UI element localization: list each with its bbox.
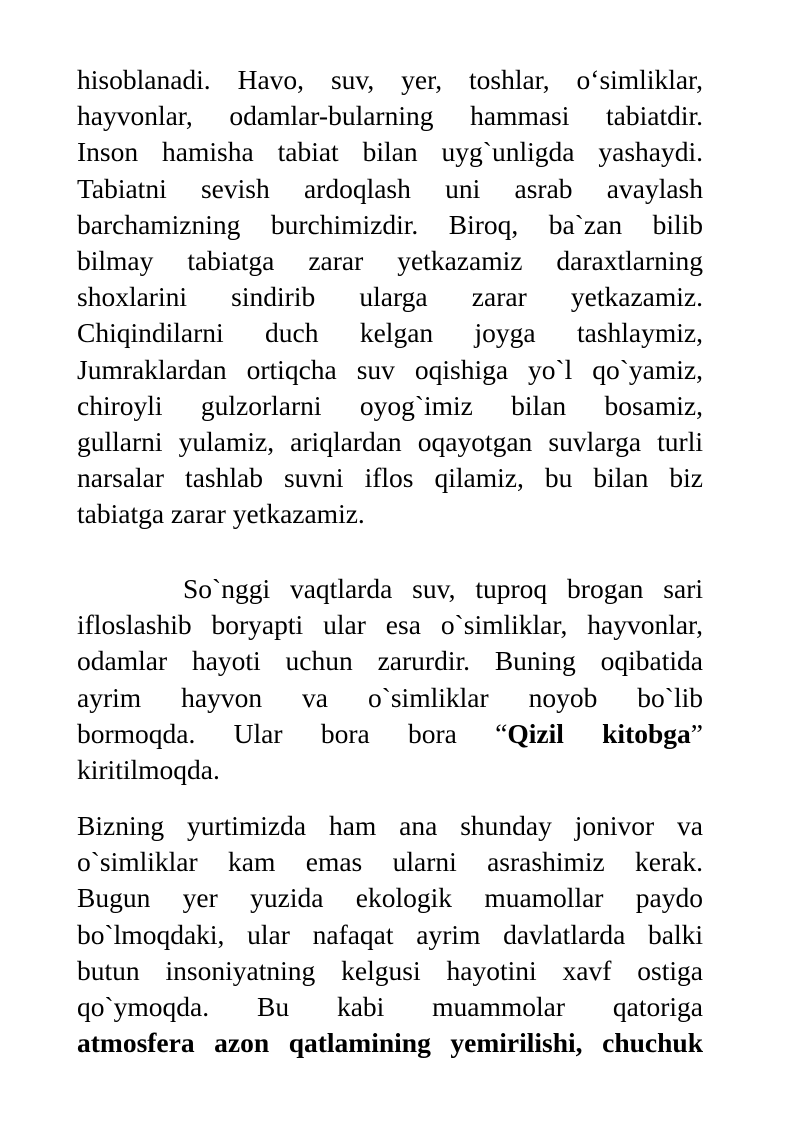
text-line: hayvonlar, odamlar-bularning hammasi tabiatdir. [77, 100, 703, 132]
text-segment: bormoqda. Ular bora bora “ [77, 717, 508, 749]
text-line: gullarni yulamiz, ariqlardan oqayotgan suvlarga turli [77, 425, 703, 457]
text-line: o`simliklar kam emas ularni asrashimiz kerak. [77, 846, 703, 878]
text-line: odamlar hayoti uchun zarurdir. Buning oqibatida [77, 645, 703, 677]
text-line: barchamizning burchimizdir. Biroq, ba`zan bilib [77, 208, 703, 240]
book-title-bold: Qizil kitobga [507, 717, 691, 749]
paragraph-3 [77, 808, 703, 1061]
text-line: butun insoniyatning kelgusi hayotini xavf ostiga [77, 954, 703, 986]
text-segment: ” [690, 717, 703, 749]
text-line: chiroyli gulzorlarni oyog`imiz bilan bosamiz, [77, 389, 703, 421]
text-line: shoxlarini sindirib ularga zarar yetkazamiz. [77, 281, 703, 313]
bold-text: atmosfera azon qatlamining yemirilishi, chuchuk [77, 1027, 703, 1059]
text-line: bo`lmoqdaki, ular nafaqat ayrim davlatlarda balki [77, 918, 703, 950]
text-line: Jumraklardan ortiqcha suv oqishiga yo`l qo`yamiz, [77, 353, 703, 385]
text-line: So`nggi vaqtlarda suv, tuproq brogan sari [183, 573, 703, 604]
paragraph-1 [77, 62, 703, 532]
text-line [77, 716, 703, 752]
text-line: Inson hamisha tabiat bilan uyg`unligda yashaydi. [77, 136, 703, 168]
text-line: Chiqindilarni duch kelgan joyga tashlaymiz, [77, 317, 703, 349]
bold-text-line [77, 1025, 703, 1061]
text-line: Tabiatni sevish ardoqlash uni asrab avaylash [77, 172, 703, 204]
text-line: ifloslashib boryapti ular esa o`simliklar, hayvonlar, [77, 609, 703, 641]
text-line: hisoblanadi. Havo, suv, yer, toshlar, o‘simliklar, [77, 64, 703, 95]
text-line: bilmay tabiatga zarar yetkazamiz daraxtlarning [77, 244, 703, 276]
text-line: narsalar tashlab suvni iflos qilamiz, bu bilan biz [77, 462, 703, 494]
text-line: tabiatga zarar yetkazamiz. [77, 498, 365, 530]
paragraph-2 [77, 571, 703, 788]
text-line: Bizning yurtimizda ham ana shunday jonivor va [77, 810, 703, 841]
text-line: qo`ymoqda. Bu kabi muammolar qatoriga [77, 990, 703, 1022]
text-line: kiritilmoqda. [77, 753, 220, 785]
text-line: ayrim hayvon va o`simliklar noyob bo`lib [77, 681, 703, 713]
text-line: Bugun yer yuzida ekologik muamollar paydo [77, 882, 703, 914]
